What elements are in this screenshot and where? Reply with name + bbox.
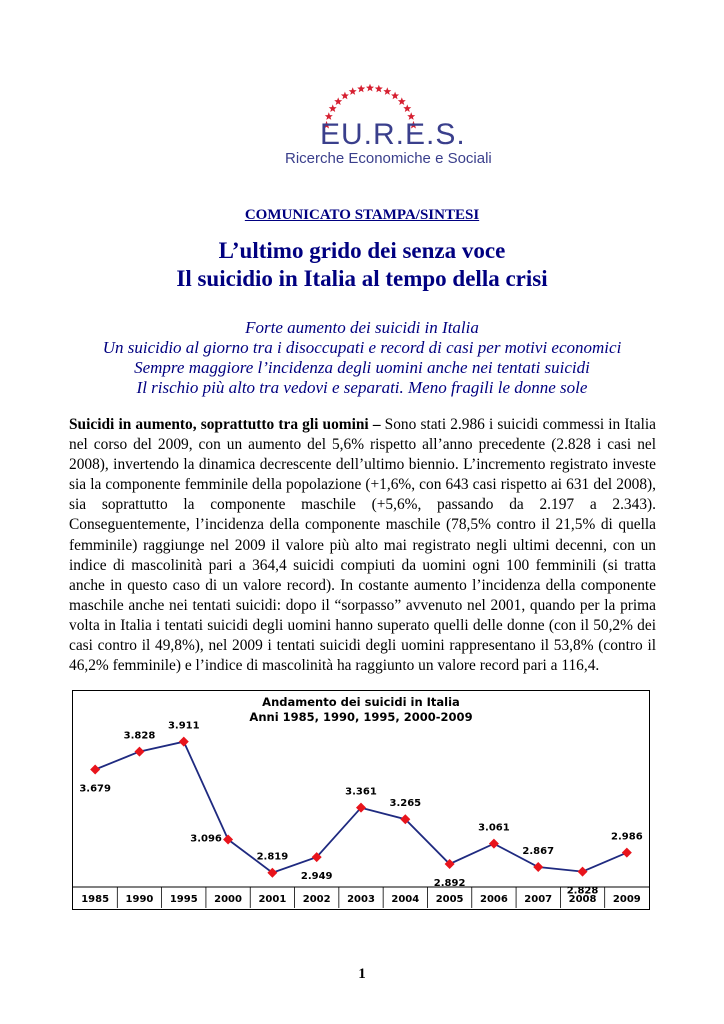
data-point-marker: [179, 737, 189, 747]
logo-star: [375, 85, 383, 93]
data-label: 3.679: [79, 783, 111, 795]
logo-star: [391, 92, 399, 100]
x-tick-label: 2002: [302, 894, 331, 905]
logo-star: [349, 87, 357, 95]
x-tick-label: 2001: [258, 894, 287, 905]
data-point-marker: [90, 765, 100, 775]
data-label: 3.061: [478, 822, 510, 834]
subtitle-2: Un suicidio al giorno tra i disoccupati e record di casi per motivi economici: [102, 338, 622, 357]
logo-star: [403, 104, 411, 112]
page-number: 1: [358, 966, 366, 982]
data-label: 3.361: [345, 786, 377, 798]
data-label: 2.986: [611, 831, 643, 843]
body-paragraph: [69, 415, 656, 676]
x-tick-label: 2005: [435, 894, 464, 905]
data-label: 2.892: [433, 877, 466, 889]
paragraph-lead: Suicidi in aumento, soprattutto tra gli uomini –: [69, 416, 381, 433]
x-tick-label: 2007: [524, 894, 553, 905]
title-line-2: Il suicidio in Italia al tempo della crisi: [176, 266, 548, 291]
data-label: 3.096: [190, 833, 222, 845]
subtitle-3: Sempre maggiore l’incidenza degli uomini anche nei tentati suicidi: [134, 358, 590, 377]
x-tick-label: 2006: [480, 894, 508, 905]
logo-star: [383, 87, 391, 95]
data-point-marker: [533, 862, 543, 872]
title-line-1: L’ultimo grido dei senza voce: [218, 238, 506, 263]
data-label: 2.819: [256, 851, 289, 863]
data-label: 2.949: [300, 871, 333, 883]
paragraph-text: Sono stati 2.986 i suicidi commessi in Italia nel corso del 2009, con un aumento del 5,6% rispetto all’anno precedente (2.828 i casi nel 2008), invertendo la dinamica decrescente dell’ultimo biennio. L’incremento registrato investe sia la componente femminile della popolazione (+1,6%, con 643 casi rispetto ai 631 del 2008), sia soprattutto la componente maschile (+5,6%, passando da 2.197 a 2.343). Conseguentemente, l’incidenza della componente maschile (78,5% contro il 21,5% di quella femminile) raggiunge nel 2009 il valore più alto mai registrato negli ultimi decenni, con un indice di mascolinità pari a 364,4 suicidi compiuti da uomini ogni 100 femminili (si tratta anche in questo caso di un valore record). In costante aumento l’incidenza della componente maschile anche nei tentati suicidi: dopo il “sorpasso” avvenuto nel 2001, quando per la prima volta in Italia i tentati suicidi degli uomini hanno superato quelli delle donne (con il 50,2% dei casi contro il 49,8%), nel 2009 i tentati suicidi degli uomini rappresentano il 53,8% (contro il 46,2% femminile) e l’indice di mascolinità ha raggiunto un valore record pari a 116,4.: [69, 416, 656, 675]
suicide-trend-chart: [72, 690, 650, 910]
data-label: 3.828: [123, 730, 156, 742]
data-point-marker: [622, 848, 632, 858]
subtitle-1: Forte aumento dei suicidi in Italia: [245, 318, 479, 337]
data-point-marker: [489, 839, 499, 849]
x-tick-label: 1990: [125, 894, 154, 905]
x-tick-label: 2009: [612, 894, 641, 905]
subtitle-4: Il rischio più alto tra vedovi e separati. Meno fragili le donne sole: [136, 378, 588, 397]
data-label: 3.265: [389, 798, 422, 810]
data-point-marker: [578, 867, 588, 877]
data-label: 2.867: [522, 845, 555, 857]
chart-subtitle: Anni 1985, 1990, 1995, 2000-2009: [249, 710, 473, 724]
logo-star: [334, 97, 342, 105]
press-release-label: COMUNICATO STAMPA/SINTESI: [244, 207, 480, 223]
logo-star: [398, 97, 406, 105]
x-tick-label: 1985: [81, 894, 110, 905]
logo-star: [329, 104, 337, 112]
x-tick-label: 1995: [169, 894, 198, 905]
data-label: 2.828: [566, 885, 599, 897]
logo-star: [366, 84, 374, 92]
x-tick-label: 2004: [391, 894, 420, 905]
chart-plot: [73, 691, 649, 909]
chart-title: Andamento dei suicidi in Italia: [262, 695, 460, 709]
x-tick-label: 2003: [347, 894, 375, 905]
data-label: 3.911: [167, 720, 200, 732]
logo-name: EU.R.E.S.: [320, 118, 466, 151]
logo-star: [357, 85, 365, 93]
logo-subtitle: Ricerche Economiche e Sociali: [285, 150, 492, 167]
x-tick-label: 2000: [214, 894, 242, 905]
data-point-marker: [134, 747, 144, 757]
x-tick-label: 2008: [568, 894, 597, 905]
logo-star: [341, 92, 349, 100]
